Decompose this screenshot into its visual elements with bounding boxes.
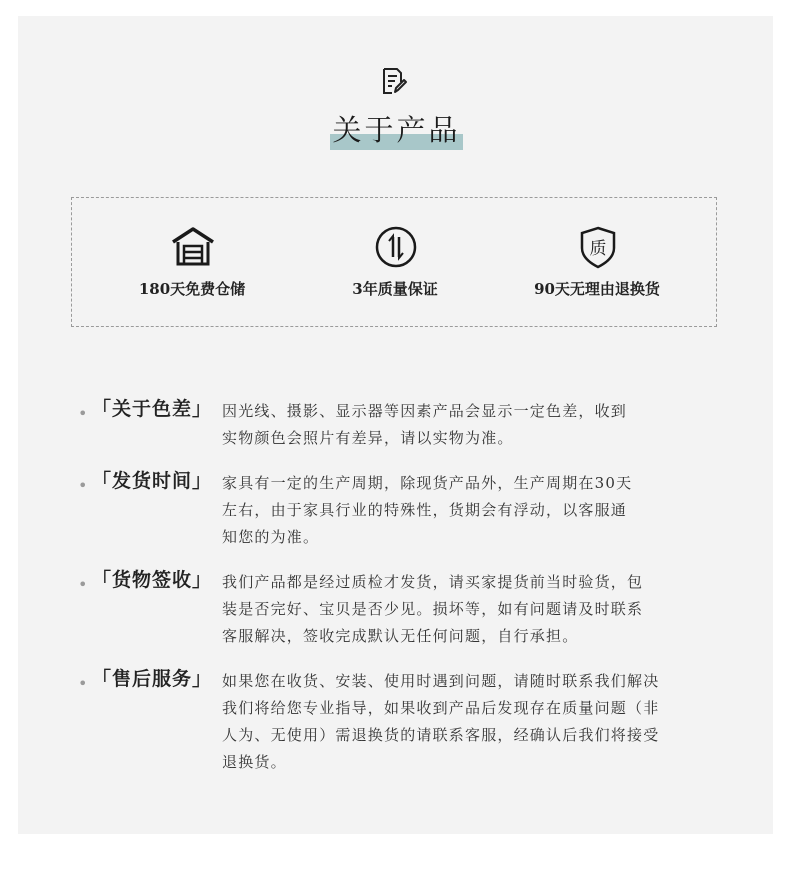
note-line: 退换货。 [222, 753, 287, 771]
shield-char: 质 [589, 239, 607, 259]
document-edit-icon [378, 66, 408, 96]
quality-arrows-icon [373, 224, 419, 270]
bullet: • [78, 404, 88, 423]
note-line: 如果您在收货、安装、使用时遇到问题，请随时联系我们解决 [222, 672, 660, 690]
feature-label: 3年质量保证 [352, 280, 438, 298]
quality-shield-icon [575, 224, 621, 270]
note-line: 因光线、摄影、显示器等因素产品会显示一定色差，收到 [222, 402, 628, 420]
bullet: • [78, 674, 88, 693]
note-line: 左右，由于家具行业的特殊性，货期会有浮动，以客服通 [222, 501, 628, 519]
note-line: 知您的为准。 [222, 528, 320, 546]
note-line: 家具有一定的生产周期，除现货产品外，生产周期在30天 [222, 474, 633, 492]
service-features-box [71, 197, 717, 327]
note-body [222, 569, 722, 650]
note-line: 装是否完好、宝贝是否少见。损坏等，如有问题请及时联系 [222, 600, 644, 618]
bullet: • [78, 575, 88, 594]
note-line: 我们将给您专业指导，如果收到产品后发现存在质量问题（非 [222, 699, 660, 717]
note-line: 人为、无使用）需退换货的请联系客服，经确认后我们将接受 [222, 726, 660, 744]
note-line: 实物颜色会照片有差异，请以实物为准。 [222, 429, 514, 447]
note-title: 「售后服务」 [92, 668, 213, 690]
note-body [222, 668, 722, 776]
note-line: 客服解决，签收完成默认无任何问题，自行承担。 [222, 627, 579, 645]
note-body [222, 398, 722, 452]
page-title-block [330, 110, 463, 152]
page-title: 关于产品 [332, 113, 461, 147]
note-line: 我们产品都是经过质检才发货，请买家提货前当时验货，包 [222, 573, 644, 591]
warehouse-icon [170, 224, 216, 270]
note-title: 「货物签收」 [92, 569, 213, 591]
note-body [222, 470, 722, 551]
bullet: • [78, 476, 88, 495]
feature-label: 180天免费仓储 [138, 280, 246, 298]
note-title: 「关于色差」 [92, 398, 213, 420]
note-title: 「发货时间」 [92, 470, 213, 492]
feature-label: 90天无理由退换货 [534, 280, 660, 298]
